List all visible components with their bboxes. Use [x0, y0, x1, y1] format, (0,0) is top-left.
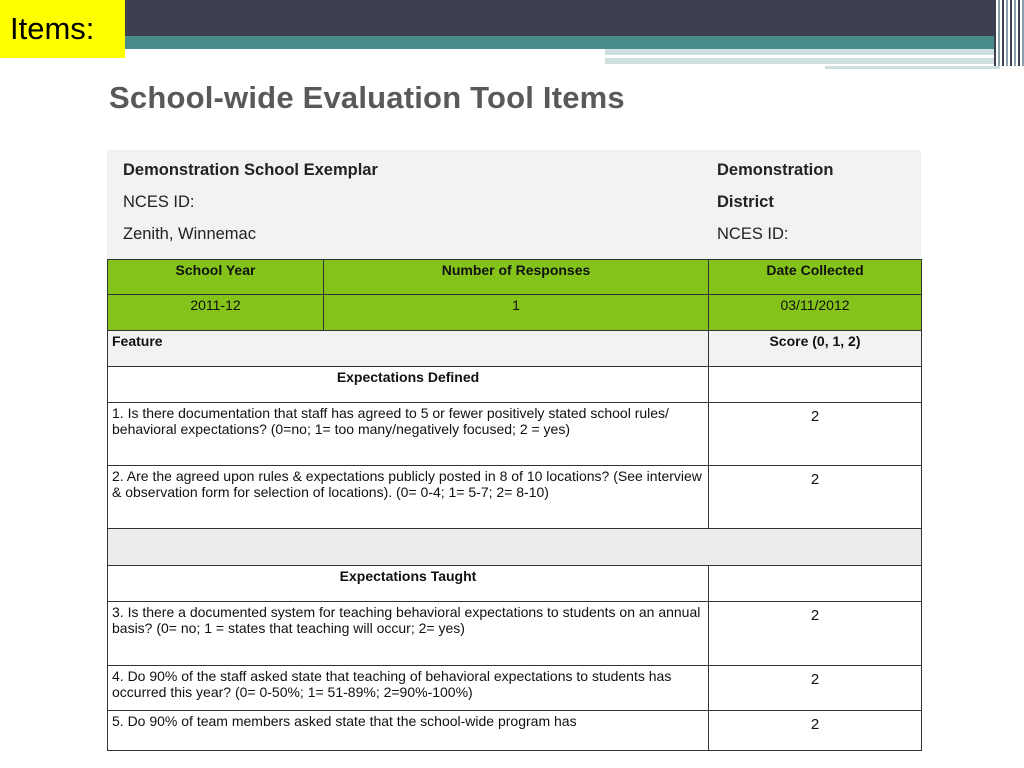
table-row	[108, 403, 922, 466]
item-text: 5. Do 90% of team members asked state that the school-wide program has	[108, 711, 709, 751]
item-text: 3. Is there a documented system for teaching behavioral expectations to students on an annual basis? (0= no; 1 = states that teaching will occur; 2= yes)	[108, 602, 709, 666]
section-row	[108, 367, 922, 403]
summary-value-cell: 2011-12	[108, 295, 324, 331]
header-accent-bar	[0, 36, 1000, 49]
summary-value-row	[108, 295, 922, 331]
evaluation-table	[107, 259, 922, 751]
item-text: 4. Do 90% of the staff asked state that teaching of behavioral expectations to students has occurred this year? (0= 0-50%; 1= 51-89%; 2=90%-100%)	[108, 666, 709, 711]
summary-header-cell: Number of Responses	[324, 260, 709, 295]
item-text: 1. Is there documentation that staff has agreed to 5 or fewer positively stated school rules/ behavioral expectations? (0=no; 1= too many/negatively focused; 2 = yes)	[108, 403, 709, 466]
section-score-cell	[709, 566, 922, 602]
item-score: 2	[709, 466, 922, 529]
header-light-stripe	[605, 58, 1000, 64]
header-vertical-stripes	[994, 0, 1024, 66]
table-row	[108, 466, 922, 529]
header-light-stripe	[825, 66, 1000, 69]
summary-value-cell: 1	[324, 295, 709, 331]
summary-value-cell: 03/11/2012	[709, 295, 922, 331]
district-name-line1: Demonstration	[717, 161, 834, 179]
item-score: 2	[709, 666, 922, 711]
district-nces-id: NCES ID:	[717, 225, 789, 243]
school-info-panel	[107, 150, 921, 260]
page-title: School-wide Evaluation Tool Items	[109, 80, 625, 115]
item-text: 2. Are the agreed upon rules & expectations publicly posted in 8 of 10 locations? (See interview & observation form for selection of locations). (0= 0-4; 1= 5-7; 2= 8-10)	[108, 466, 709, 529]
school-city: Zenith, Winnemac	[123, 225, 256, 243]
score-header: Score (0, 1, 2)	[709, 331, 922, 367]
section-title: Expectations Taught	[108, 566, 709, 602]
section-title: Expectations Defined	[108, 367, 709, 403]
table-row	[108, 711, 922, 751]
section-score-cell	[709, 367, 922, 403]
spacer-cell	[108, 529, 922, 566]
item-score: 2	[709, 403, 922, 466]
district-name-line2: District	[717, 193, 774, 211]
feature-header: Feature	[108, 331, 709, 367]
section-row	[108, 566, 922, 602]
table-header-row	[108, 331, 922, 367]
table-row	[108, 666, 922, 711]
header-light-stripe	[605, 49, 1000, 55]
summary-header-cell: Date Collected	[709, 260, 922, 295]
item-score: 2	[709, 602, 922, 666]
spacer-row	[108, 529, 922, 566]
school-nces-id: NCES ID:	[123, 193, 195, 211]
table-row	[108, 602, 922, 666]
header-bar	[0, 0, 1000, 36]
school-name: Demonstration School Exemplar	[123, 161, 378, 179]
summary-header-row	[108, 260, 922, 295]
item-score: 2	[709, 711, 922, 751]
slide-label: Items:	[0, 0, 125, 58]
summary-header-cell: School Year	[108, 260, 324, 295]
